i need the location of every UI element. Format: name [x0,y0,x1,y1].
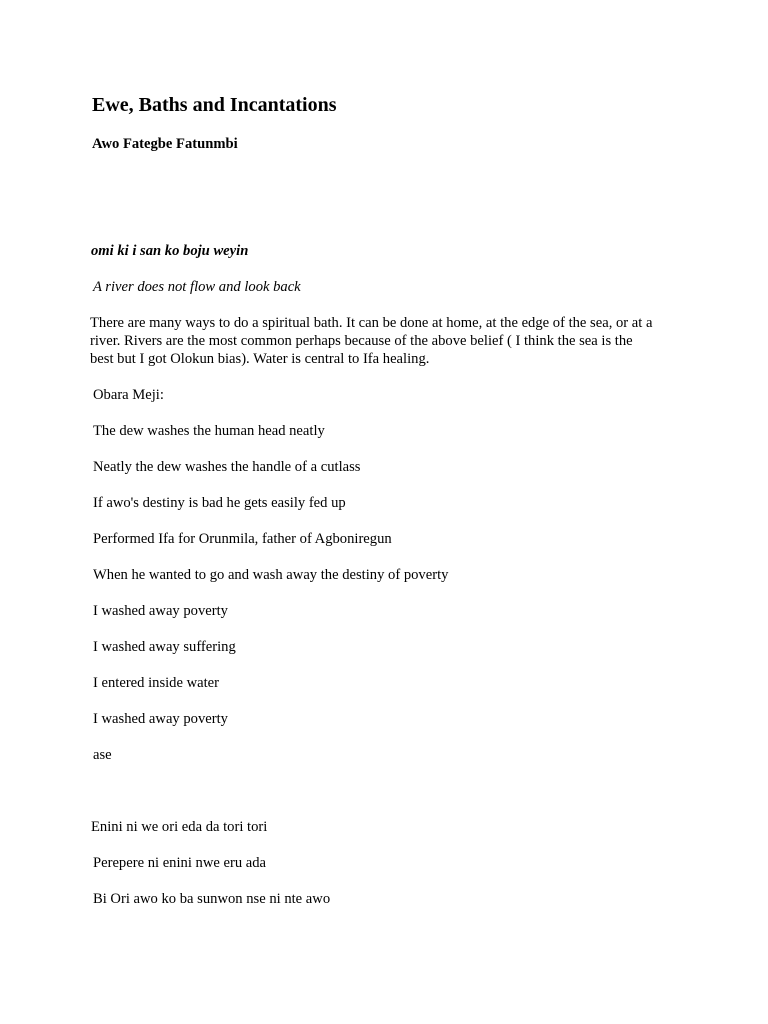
verse-line: Neatly the dew washes the handle of a cutlass [93,459,361,475]
yoruba-line: Perepere ni enini nwe eru ada [93,855,267,871]
paragraph-line: river. Rivers are the most common perhaps because of the above belief ( I think the sea is the [90,333,633,349]
verse-line: ase [93,747,112,763]
proverb-translation: A river does not flow and look back [93,279,301,295]
intro-paragraph [90,314,690,368]
verse-line: If awo's destiny is bad he gets easily fed up [93,495,346,511]
verse-line: I washed away suffering [93,639,236,655]
yoruba-line: Bi Ori awo ko ba sunwon nse ni nte awo [93,891,331,907]
paragraph-line: There are many ways to do a spiritual bath. It can be done at home, at the edge of the sea, or at a [90,315,653,331]
paragraph-line: best but I got Olokun bias). Water is central to Ifa healing. [90,351,430,367]
proverb-yoruba: omi ki i san ko boju weyin [91,243,249,259]
verse-line: I entered inside water [93,675,220,691]
odu-label: Obara Meji: [93,387,164,403]
document-title: Ewe, Baths and Incantations [92,94,337,116]
verse-line: I washed away poverty [93,711,228,727]
verse-line: Performed Ifa for Orunmila, father of Agboniregun [93,531,392,547]
verse-line: The dew washes the human head neatly [93,423,325,439]
verse-line: When he wanted to go and wash away the destiny of poverty [93,567,449,583]
document-author: Awo Fategbe Fatunmbi [92,136,238,152]
yoruba-line: Enini ni we ori eda da tori tori [91,819,268,835]
verse-line: I washed away poverty [93,603,228,619]
